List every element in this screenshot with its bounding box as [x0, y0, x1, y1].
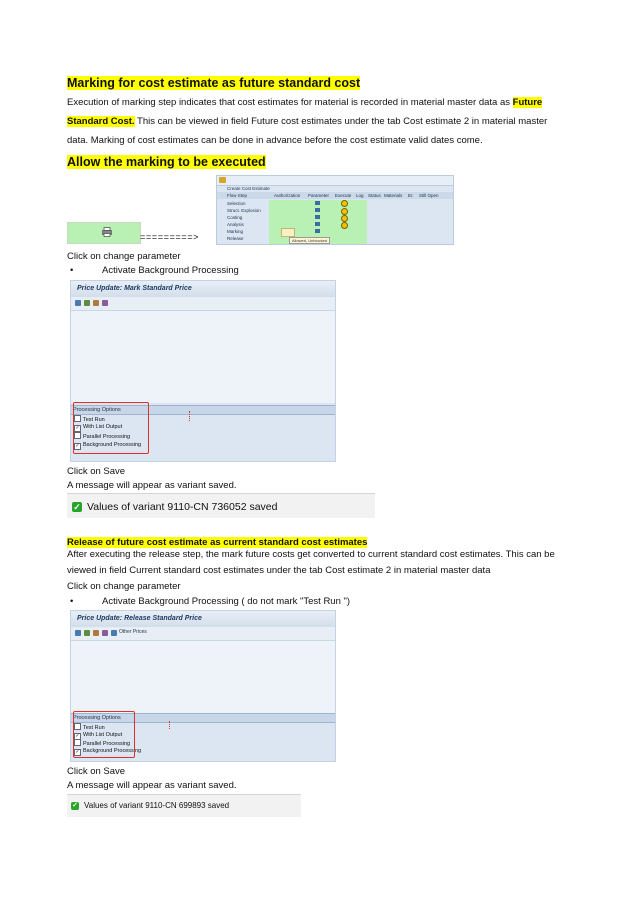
option-parallel-processing[interactable]: Parallel Processing: [74, 432, 130, 441]
bullet: •: [70, 265, 74, 276]
ce-toolbar: [217, 176, 453, 186]
execute-icon[interactable]: [341, 215, 348, 222]
section3-heading: Release of future cost estimate as current standard cost estimates: [67, 537, 368, 548]
highlight-box: [73, 711, 135, 758]
execute-icon[interactable]: [341, 200, 348, 207]
execute-icon[interactable]: [75, 630, 81, 636]
variant-icon[interactable]: [93, 630, 99, 636]
ce-col-authorization: Authorization: [274, 193, 301, 198]
other-prices-icon[interactable]: [111, 630, 117, 636]
red-marker: [187, 411, 190, 421]
section3-paragraph: After executing the release step, the mark future costs get converted to current standard cost estimates. This can be viewed in field Current standard cost estimates under the tab Cost estimate 2 in material master data: [67, 549, 555, 576]
instr-save-2: Click on Save: [67, 766, 126, 777]
release-standard-price-panel: [70, 610, 336, 762]
red-marker: [167, 721, 170, 729]
parameter-icon[interactable]: [315, 201, 320, 205]
other-prices-button[interactable]: Other Prices: [119, 629, 147, 635]
parameter-icon[interactable]: [315, 208, 320, 212]
section1-heading: Marking for cost estimate as future standard cost: [67, 76, 361, 90]
ce-col-status: Status: [368, 193, 381, 198]
execute-icon[interactable]: [341, 208, 348, 215]
ce-col-er: Er.: [408, 193, 414, 198]
with-list-output-checkbox[interactable]: ✓: [75, 425, 80, 431]
execute-icon[interactable]: [75, 300, 81, 306]
section1-paragraph: Execution of marking step indicates that cost estimates for material is recorded in material master data as Future Standard Cost. This can be viewed in field Future cost estimates under the tab Cost estimate 2 in material master data. Marking of cost estimates can be done in advance before the cost estimate valid dates come.: [67, 97, 548, 146]
ce-step-selection[interactable]: Selection: [227, 201, 246, 206]
execute-icon[interactable]: [341, 222, 348, 229]
ce-col-log: Log: [356, 193, 364, 198]
option-with-list-output[interactable]: ✓ With List Output: [75, 732, 123, 739]
panel-title: Price Update: Mark Standard Price: [71, 281, 335, 297]
background-processing-checkbox[interactable]: ✓: [75, 749, 80, 755]
option-parallel-processing[interactable]: Parallel Processing: [74, 739, 130, 748]
panel-toolbar: [71, 297, 335, 311]
option-background-processing[interactable]: ✓ Background Processing: [75, 442, 142, 449]
tooltip: Allowed, Unblocked: [289, 237, 330, 244]
bullet: •: [70, 596, 74, 607]
print-icon[interactable]: [102, 227, 112, 237]
variant-icon[interactable]: [93, 300, 99, 306]
status-message-bar: [67, 493, 375, 518]
ce-title: Create Cost Estimate: [227, 186, 270, 191]
option-background-processing[interactable]: ✓ Background Processing: [75, 748, 142, 755]
instr-activate-bg-2: Activate Background Processing ( do not mark "Test Run "): [102, 596, 351, 607]
parameter-icon[interactable]: [315, 215, 320, 219]
folder-icon[interactable]: [219, 177, 226, 183]
ce-col-still-open: Still Open: [419, 193, 439, 198]
marking-parameter-cell: [67, 222, 141, 244]
option-with-list-output[interactable]: ✓ With List Output: [75, 424, 123, 431]
instr-activate-bg-1: Activate Background Processing: [102, 265, 239, 276]
instr-message-1: A message will appear as variant saved.: [67, 480, 237, 491]
create-cost-estimate-panel: [216, 175, 454, 245]
info-icon[interactable]: [102, 300, 108, 306]
parameter-icon[interactable]: [315, 222, 320, 226]
highlight-box: [73, 402, 149, 454]
parameter-icon[interactable]: [315, 229, 320, 233]
status-message-text: Values of variant 9110-CN 736052 saved: [87, 501, 278, 513]
success-check-icon: ✓: [73, 502, 81, 512]
background-processing-checkbox[interactable]: ✓: [75, 443, 80, 449]
instr-change-parameter-2: Click on change parameter: [67, 581, 181, 592]
with-list-output-checkbox[interactable]: ✓: [75, 733, 80, 739]
ce-step-struct-explosion[interactable]: Struct. Explosion: [227, 208, 261, 213]
instr-save-1: Click on Save: [67, 466, 126, 477]
ce-col-flow-step: Flow Step: [227, 193, 248, 198]
ce-step-analysis[interactable]: Analysis: [227, 222, 244, 227]
processing-options-group: Processing Options: [71, 713, 335, 723]
panel-title: Price Update: Release Standard Price: [71, 611, 335, 627]
processing-options-group: Processing Options: [71, 405, 335, 415]
status-message-bar: [67, 794, 301, 817]
ce-col-execute: Execute: [335, 193, 352, 198]
panel-body: [71, 641, 335, 713]
panel-toolbar: [71, 627, 335, 641]
ce-step-release[interactable]: Release: [227, 236, 244, 241]
instr-change-parameter-1: Click on change parameter: [67, 251, 181, 262]
panel-body: [71, 311, 335, 403]
save-icon[interactable]: [84, 300, 90, 306]
option-test-run[interactable]: Test Run: [74, 415, 105, 424]
ce-col-parameter: Parameter: [308, 193, 330, 198]
ce-step-marking[interactable]: Marking: [227, 229, 244, 234]
marking-authorization-lock-icon[interactable]: [281, 228, 295, 237]
ce-col-materials: Materials: [384, 193, 403, 198]
ce-step-costing[interactable]: Costing: [227, 215, 243, 220]
option-test-run[interactable]: Test Run: [74, 723, 105, 732]
success-check-icon: ✓: [72, 802, 78, 809]
section2-heading: Allow the marking to be executed: [67, 155, 266, 169]
info-icon[interactable]: [102, 630, 108, 636]
arrow-text: =========>: [140, 233, 200, 243]
instr-message-2: A message will appear as variant saved.: [67, 780, 237, 791]
save-icon[interactable]: [84, 630, 90, 636]
mark-standard-price-panel: [70, 280, 336, 462]
status-message-text: Values of variant 9110-CN 699893 saved: [84, 801, 230, 810]
